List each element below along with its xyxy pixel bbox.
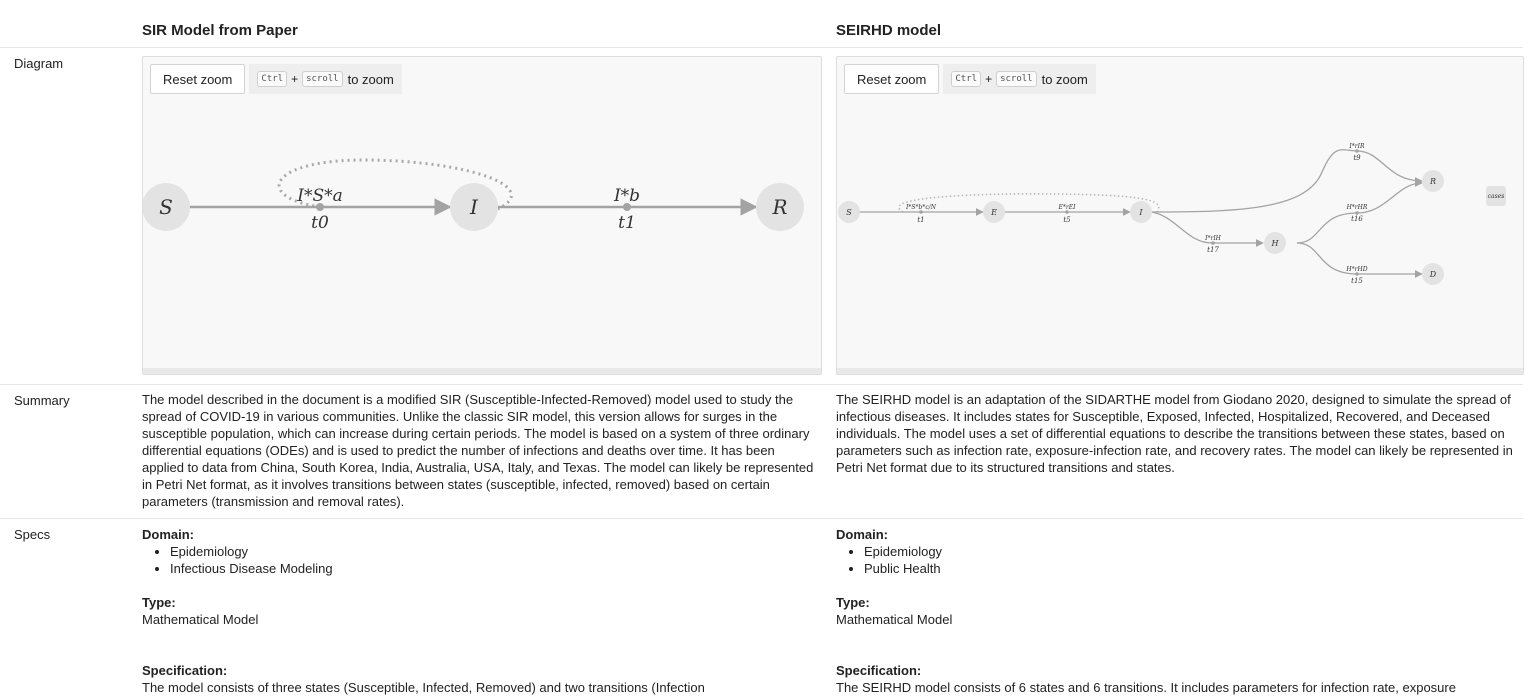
seirhd-t16-id: t16 (1351, 215, 1363, 223)
specification-label: Specification: (836, 663, 922, 678)
header-divider (0, 47, 1523, 48)
sir-transition-t1-rate: I*b (613, 186, 641, 206)
zoom-toolbar-left (150, 64, 402, 94)
domain-list (142, 543, 820, 577)
specification-label: Specification: (142, 663, 228, 678)
specs-left (142, 526, 820, 696)
row-label-summary: Summary (14, 393, 70, 408)
model-title-right: SEIRHD model (836, 22, 942, 39)
sir-transition-t0-rate: I*S*a (297, 186, 343, 206)
seirhd-edge-h-r (1297, 183, 1422, 243)
plus-sign: + (985, 72, 993, 86)
summary-text-left: The model described in the document is a modified SIR (Susceptible-Infected-Removed) model used to study the spread of COVID-19 in various communities. Unlike the classic SIR model, this version allows for surges in the susceptible population, which can increase during certain periods. The model is based on a system of three ordinary differential equations (ODEs) and is used to predict the number of infections and deaths over time. It has been applied to data from China, South Korea, India, Australia, USA, Italy, and Texas. The model can likely be represented in Petri Net format, as it involves transitions between states (susceptible, infected, removed) based on certain parameters (transmission and removal rates). (142, 392, 814, 509)
specification-text: The SEIRHD model consists of 6 states and 6 transitions. It includes parameters for infection rate, exposure (836, 680, 1456, 695)
seirhd-t1-id: t1 (917, 216, 925, 224)
row-label-specs: Specs (14, 527, 51, 542)
reset-zoom-button-right[interactable]: Reset zoom (844, 64, 939, 94)
horizontal-scrollbar-left[interactable] (143, 368, 821, 374)
seirhd-state-i-label: I (1139, 208, 1143, 217)
zoom-hint-left (249, 64, 401, 94)
scroll-key: scroll (996, 71, 1037, 87)
seirhd-t1-rate: I*S*b*c/N (906, 204, 936, 211)
sir-petri-net-diagram (143, 57, 821, 374)
seirhd-t9-rate: I*rIR (1349, 143, 1365, 150)
sir-state-s-label: S (159, 195, 173, 219)
seirhd-t15-id: t15 (1351, 277, 1363, 285)
specs-right (836, 526, 1526, 696)
seirhd-t17-rate: I*rIH (1205, 235, 1221, 242)
zoom-hint-text: to zoom (1041, 71, 1088, 87)
sir-state-i-label: I (470, 195, 478, 219)
seirhd-t5-rate: E*rEI (1058, 204, 1076, 211)
zoom-toolbar-right (844, 64, 1096, 94)
seirhd-observable-label: cases (1487, 193, 1505, 200)
scroll-key: scroll (302, 71, 343, 87)
plus-sign: + (291, 72, 299, 86)
diagram-panel-sir[interactable] (142, 56, 822, 375)
domain-item: • Public Health (864, 560, 1526, 577)
domain-item: • Infectious Disease Modeling (170, 560, 820, 577)
seirhd-state-h-label: H (1271, 239, 1279, 248)
seirhd-t5-id: t5 (1063, 216, 1071, 224)
sir-transition-t0-id: t0 (311, 213, 329, 233)
domain-item: • Epidemiology (170, 543, 820, 560)
reset-zoom-button-left[interactable]: Reset zoom (150, 64, 245, 94)
diagram-divider (0, 384, 1523, 385)
summary-divider (0, 518, 1523, 519)
sir-transition-t1-id: t1 (618, 213, 636, 233)
seirhd-loop-edge (899, 194, 1159, 212)
domain-label: Domain: (142, 527, 194, 542)
seirhd-state-d-label: D (1429, 270, 1437, 279)
sir-state-r-label: R (772, 195, 788, 219)
ctrl-key: Ctrl (257, 71, 287, 87)
specification-text: The model consists of three states (Susceptible, Infected, Removed) and two transitions (Infection (142, 680, 705, 695)
type-label: Type: (142, 595, 176, 610)
seirhd-t15-rate: H*rHD (1346, 266, 1368, 273)
type-label: Type: (836, 595, 870, 610)
zoom-hint-right (943, 64, 1095, 94)
diagram-panel-seirhd[interactable] (836, 56, 1524, 375)
seirhd-state-s-label: S (846, 208, 852, 217)
zoom-hint-text: to zoom (347, 71, 394, 87)
ctrl-key: Ctrl (951, 71, 981, 87)
seirhd-t16-rate: H*rHR (1346, 204, 1368, 211)
summary-text-right: The SEIRHD model is an adaptation of the SIDARTHE model from Giodano 2020, designed to simulate the spread of infectious diseases. It includes states for Susceptible, Exposed, Infected, Hospitalized, Recovered, and Deceased individuals. The model uses a set of differential equations to describe the transitions between these states, based on parameters such as infection rate, exposure-infection rate, and recovery rates. The model can likely be represented in Petri Net format due to its structured transitions and states. (836, 392, 1513, 475)
type-value: Mathematical Model (142, 612, 259, 627)
seirhd-t9-id: t9 (1353, 154, 1361, 162)
domain-list (836, 543, 1526, 577)
model-title-left: SIR Model from Paper (142, 22, 298, 39)
seirhd-t17-id: t17 (1207, 246, 1219, 254)
seirhd-state-e-label: E (991, 208, 997, 217)
seirhd-edge-i-r (1152, 150, 1422, 212)
type-value: Mathematical Model (836, 612, 953, 627)
domain-label: Domain: (836, 527, 888, 542)
domain-item: • Epidemiology (864, 543, 1526, 560)
row-label-diagram: Diagram (14, 56, 64, 71)
seirhd-petri-net-diagram (837, 57, 1523, 374)
horizontal-scrollbar-right[interactable] (837, 368, 1523, 374)
seirhd-state-r-label: R (1429, 177, 1437, 186)
